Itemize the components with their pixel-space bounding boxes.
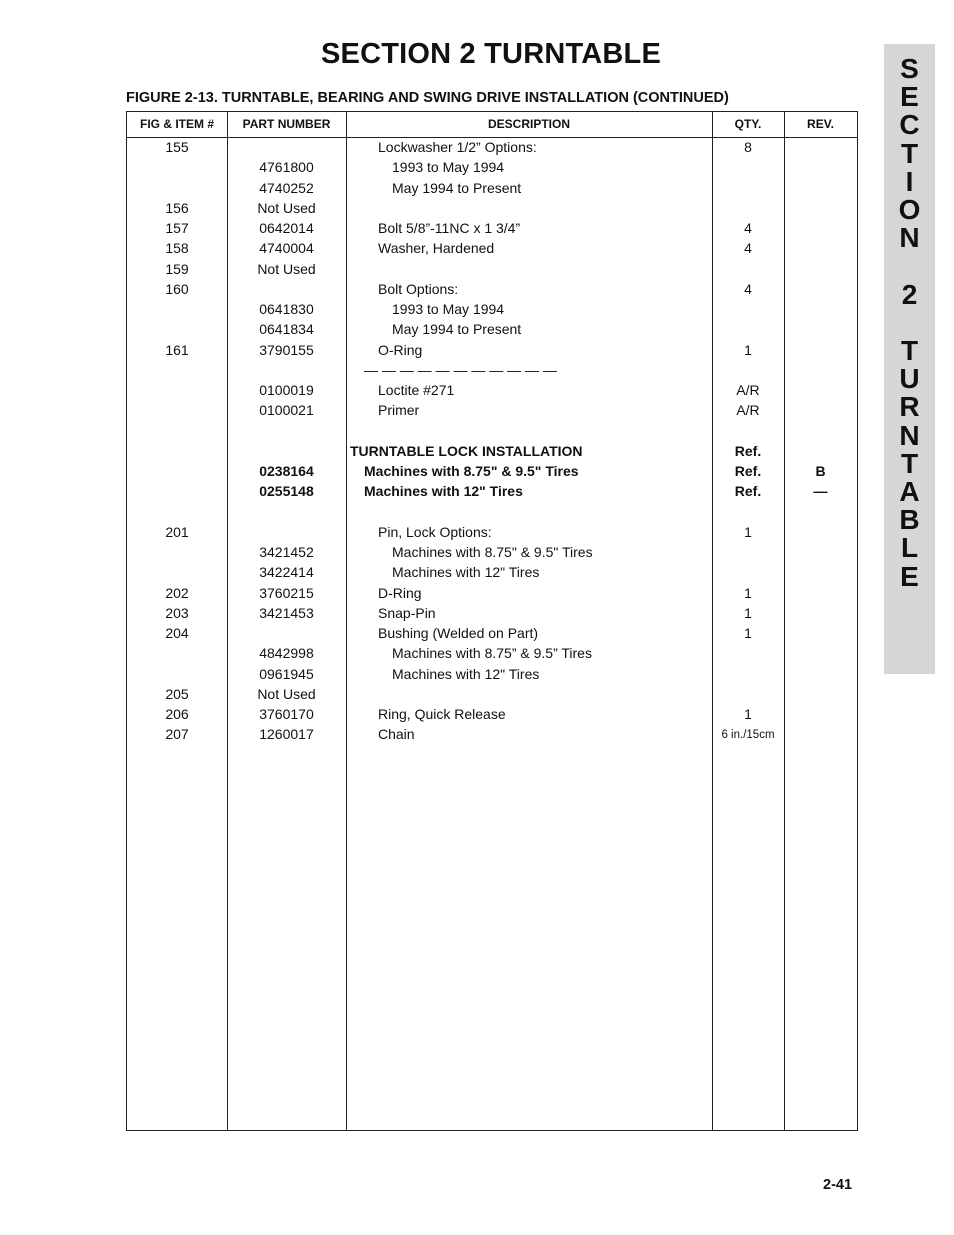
cell-description: Machines with 8.75" & 9.5" Tires — [392, 544, 593, 560]
cell-part-number: 3421453 — [259, 604, 314, 621]
cell-description: Bolt Options: — [378, 280, 459, 297]
cell-description: Snap-Pin — [378, 604, 436, 621]
cell-part-number: 0100019 — [259, 382, 314, 398]
cell-description: O-Ring — [378, 341, 423, 358]
cell-part-number: Not Used — [257, 199, 316, 216]
cell-qty: 1 — [744, 706, 752, 722]
header-fig-item: FIG & ITEM # — [139, 117, 214, 131]
cell-description: Machines with 8.75” & 9.5” Tires — [392, 645, 592, 662]
side-tab-letter: A — [899, 476, 920, 507]
cell-fig-item: 203 — [165, 604, 189, 621]
cell-part-number: 0100021 — [259, 402, 314, 419]
cell-qty: 1 — [744, 584, 752, 601]
cell-description: Machines with 12" Tires — [364, 483, 523, 500]
page-title: SECTION 2 TURNTABLE — [321, 38, 661, 70]
cell-description: Loctite #271 — [378, 382, 455, 398]
side-tab-letter: C — [899, 109, 920, 141]
cell-description: Chain — [378, 726, 415, 743]
cell-qty: A/R — [736, 402, 760, 419]
cell-fig-item: 161 — [165, 341, 189, 358]
cell-part-number: 1260017 — [259, 726, 314, 743]
cell-part-number: Not Used — [257, 685, 316, 702]
cell-qty: 8 — [744, 139, 752, 155]
cell-fig-item: 201 — [165, 523, 189, 540]
cell-rev: B — [815, 463, 826, 479]
cell-part-number: 0238164 — [259, 463, 314, 479]
cell-part-number: 0255148 — [259, 483, 314, 500]
side-tab-letter: N — [899, 222, 920, 254]
cell-description: — — — — — — — — — — — — [364, 361, 557, 378]
cell-qty: Ref. — [734, 463, 762, 479]
cell-part-number: 0642014 — [259, 220, 314, 236]
cell-description: TURNTABLE LOCK INSTALLATION — [350, 442, 583, 459]
cell-description: May 1994 to Present — [392, 321, 522, 338]
cell-qty: Ref. — [734, 483, 762, 500]
cell-qty: 1 — [744, 523, 752, 540]
header-divider — [127, 137, 857, 138]
side-tab-letter: E — [900, 560, 919, 592]
parts-table — [126, 111, 858, 1131]
cell-description: Machines with 12" Tires — [392, 564, 540, 581]
column-divider — [784, 112, 785, 1130]
cell-qty: 4 — [744, 220, 752, 236]
side-tab-letter: R — [899, 391, 920, 423]
cell-part-number: 0641834 — [259, 321, 314, 338]
cell-description: Primer — [378, 402, 420, 419]
cell-fig-item: 155 — [165, 139, 189, 155]
cell-fig-item: 202 — [165, 584, 189, 601]
header-rev: REV. — [807, 117, 834, 131]
header-description: DESCRIPTION — [487, 117, 570, 131]
cell-fig-item: 157 — [165, 220, 189, 236]
cell-description: Pin, Lock Options: — [378, 523, 492, 540]
cell-description: Lockwasher 1/2” Options: — [378, 139, 537, 155]
cell-description: Ring, Quick Release — [378, 706, 506, 722]
cell-part-number: 3421452 — [259, 544, 314, 560]
column-divider — [346, 112, 347, 1130]
cell-fig-item: 204 — [165, 625, 189, 641]
cell-fig-item: 206 — [165, 706, 189, 722]
cell-qty: 1 — [744, 341, 752, 358]
cell-part-number: 0961945 — [259, 665, 314, 682]
side-tab-letter: S — [900, 53, 919, 84]
side-tab-letter: B — [899, 504, 920, 536]
cell-part-number: 4842998 — [259, 645, 314, 662]
cell-part-number: 0641830 — [259, 301, 314, 317]
cell-fig-item: 159 — [165, 260, 189, 277]
cell-fig-item: 160 — [165, 280, 189, 297]
cell-qty: 4 — [744, 280, 752, 297]
side-tab-letter: I — [905, 165, 914, 197]
cell-qty: Ref. — [734, 442, 762, 459]
side-tab-letter: T — [900, 137, 919, 169]
side-tab-letter: T — [900, 447, 919, 479]
cell-fig-item: 156 — [165, 199, 189, 216]
cell-fig-item: 205 — [165, 685, 189, 702]
side-tab-letter: N — [899, 419, 920, 451]
cell-qty: 4 — [744, 240, 752, 257]
header-qty: QTY. — [734, 117, 762, 131]
figure-caption: FIGURE 2-13. TURNTABLE, BEARING AND SWING DRIVE INSTALLATION (CONTINUED) — [126, 90, 729, 106]
cell-qty: 6 in./15cm — [721, 729, 775, 742]
cell-description: Bolt 5/8”-11NC x 1 3/4” — [378, 220, 521, 236]
cell-part-number: 4740004 — [259, 240, 314, 257]
cell-description: 1993 to May 1994 — [392, 159, 505, 176]
cell-part-number: 3790155 — [259, 341, 314, 358]
side-tab-letter: U — [899, 363, 920, 395]
side-tab-letter: 2 — [901, 278, 918, 310]
cell-rev: — — [813, 483, 828, 500]
cell-part-number: 3760170 — [259, 706, 314, 722]
cell-description: 1993 to May 1994 — [392, 301, 505, 317]
cell-part-number: 4761800 — [259, 159, 314, 176]
side-tab-letter: E — [900, 81, 919, 113]
side-tab-letter: L — [900, 532, 919, 564]
side-tab-letter: T — [900, 335, 919, 366]
cell-part-number: 3760215 — [259, 584, 314, 601]
cell-qty: 1 — [744, 604, 752, 621]
cell-description: D-Ring — [378, 584, 422, 601]
cell-description: May 1994 to Present — [392, 179, 522, 196]
side-tab-letter: O — [898, 194, 921, 225]
column-divider — [712, 112, 713, 1130]
cell-qty: 1 — [744, 625, 752, 641]
page-number: 2-41 — [823, 1177, 853, 1193]
cell-part-number: 3422414 — [259, 564, 314, 581]
cell-fig-item: 158 — [165, 240, 189, 257]
cell-part-number: 4740252 — [259, 179, 314, 196]
cell-description: Machines with 12" Tires — [392, 665, 540, 682]
cell-description: Bushing (Welded on Part) — [378, 625, 539, 641]
cell-description: Washer, Hardened — [378, 240, 495, 257]
cell-fig-item: 207 — [165, 726, 189, 743]
cell-description: Machines with 8.75" & 9.5" Tires — [364, 463, 579, 479]
header-part-number: PART NUMBER — [242, 117, 331, 131]
cell-part-number: Not Used — [257, 260, 316, 277]
section-side-tab — [884, 44, 935, 674]
cell-qty: A/R — [736, 382, 760, 398]
